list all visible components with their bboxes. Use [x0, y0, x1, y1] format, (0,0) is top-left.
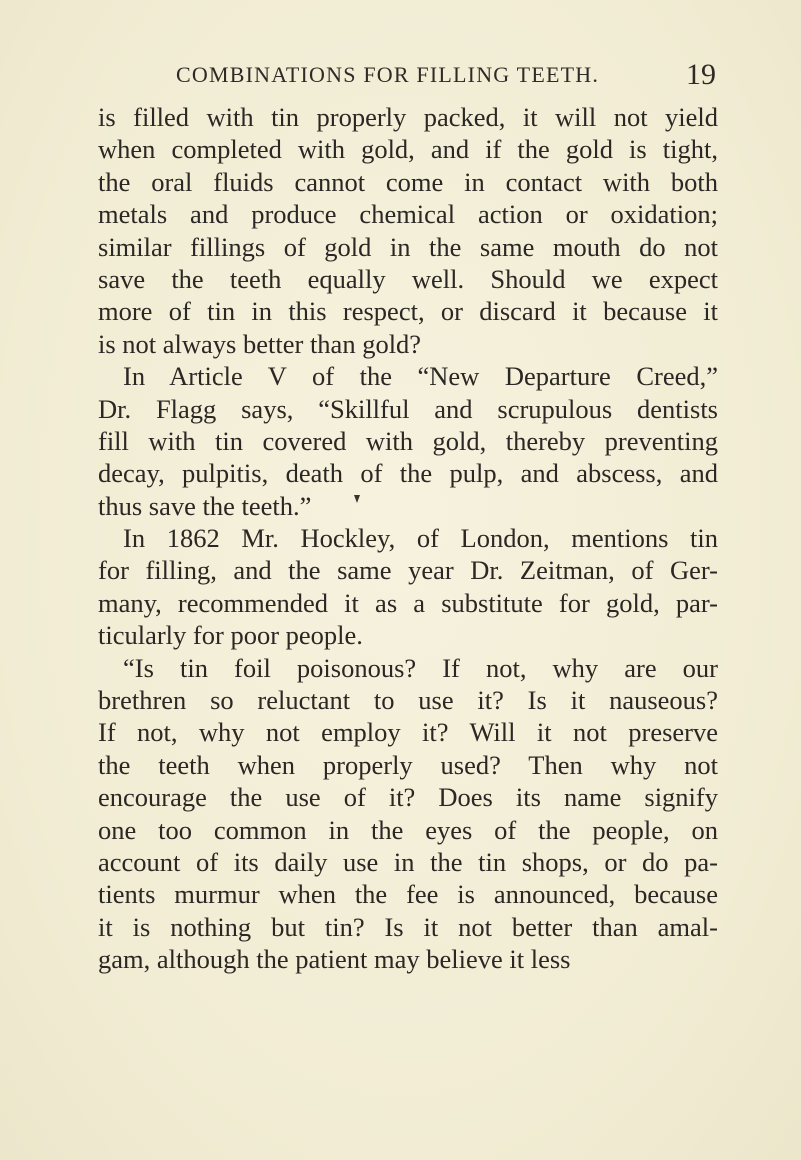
text-line: encourage the use of it? Does its name signify: [98, 782, 718, 813]
text-line: metals and produce chemical action or oxidation;: [98, 199, 718, 230]
text-line: thus save the teeth.”: [98, 490, 312, 521]
text-line: brethren so reluctant to use it? Is it nauseous?: [98, 685, 718, 716]
text-line: the oral fluids cannot come in contact with both: [98, 166, 718, 197]
text-line: more of tin in this respect, or discard it because it: [98, 296, 718, 327]
text-line: If not, why not employ it? Will it not preserve: [98, 717, 718, 748]
text-line: is not always better than gold?: [98, 328, 422, 359]
paragraph-start-line: In Article V of the “New Departure Creed,”: [123, 361, 718, 392]
text-line: one too common in the eyes of the people, on: [98, 814, 718, 845]
page-header: [176, 58, 716, 92]
text-line: it is nothing but tin? Is it not better than amal-: [98, 911, 718, 942]
text-line: is filled with tin properly packed, it will not yield: [98, 102, 718, 132]
text-line: similar fillings of gold in the same mouth do not: [98, 231, 718, 262]
paragraph-start-line: In 1862 Mr. Hockley, of London, mentions tin: [123, 523, 718, 554]
text-line: when completed with gold, and if the gold is tight,: [98, 134, 718, 165]
text-line: Dr. Flagg says, “Skillful and scrupulous dentists: [98, 393, 718, 424]
text-line: fill with tin covered with gold, thereby preventing: [98, 425, 718, 456]
paragraph-start-line: “Is tin foil poisonous? If not, why are our: [123, 652, 718, 683]
text-line: ticularly for poor people.: [98, 620, 363, 651]
text-line: the teeth when properly used? Then why not: [98, 749, 718, 780]
ink-speck-mark: [353, 494, 361, 504]
body-text: [98, 101, 718, 976]
text-line: tients murmur when the fee is announced, because: [98, 879, 718, 910]
text-line: decay, pulpitis, death of the pulp, and abscess, and: [98, 458, 718, 489]
page-number: 19: [686, 58, 716, 91]
text-line: for filling, and the same year Dr. Zeitman, of Ger-: [98, 555, 718, 586]
text-line: account of its daily use in the tin shops, or do pa-: [98, 846, 718, 877]
text-line: save the teeth equally well. Should we expect: [98, 263, 718, 294]
text-line: many, recommended it as a substitute for gold, par-: [98, 587, 718, 618]
text-line: gam, although the patient may believe it less: [98, 944, 571, 975]
running-head: COMBINATIONS FOR FILLING TEETH.: [176, 62, 600, 87]
